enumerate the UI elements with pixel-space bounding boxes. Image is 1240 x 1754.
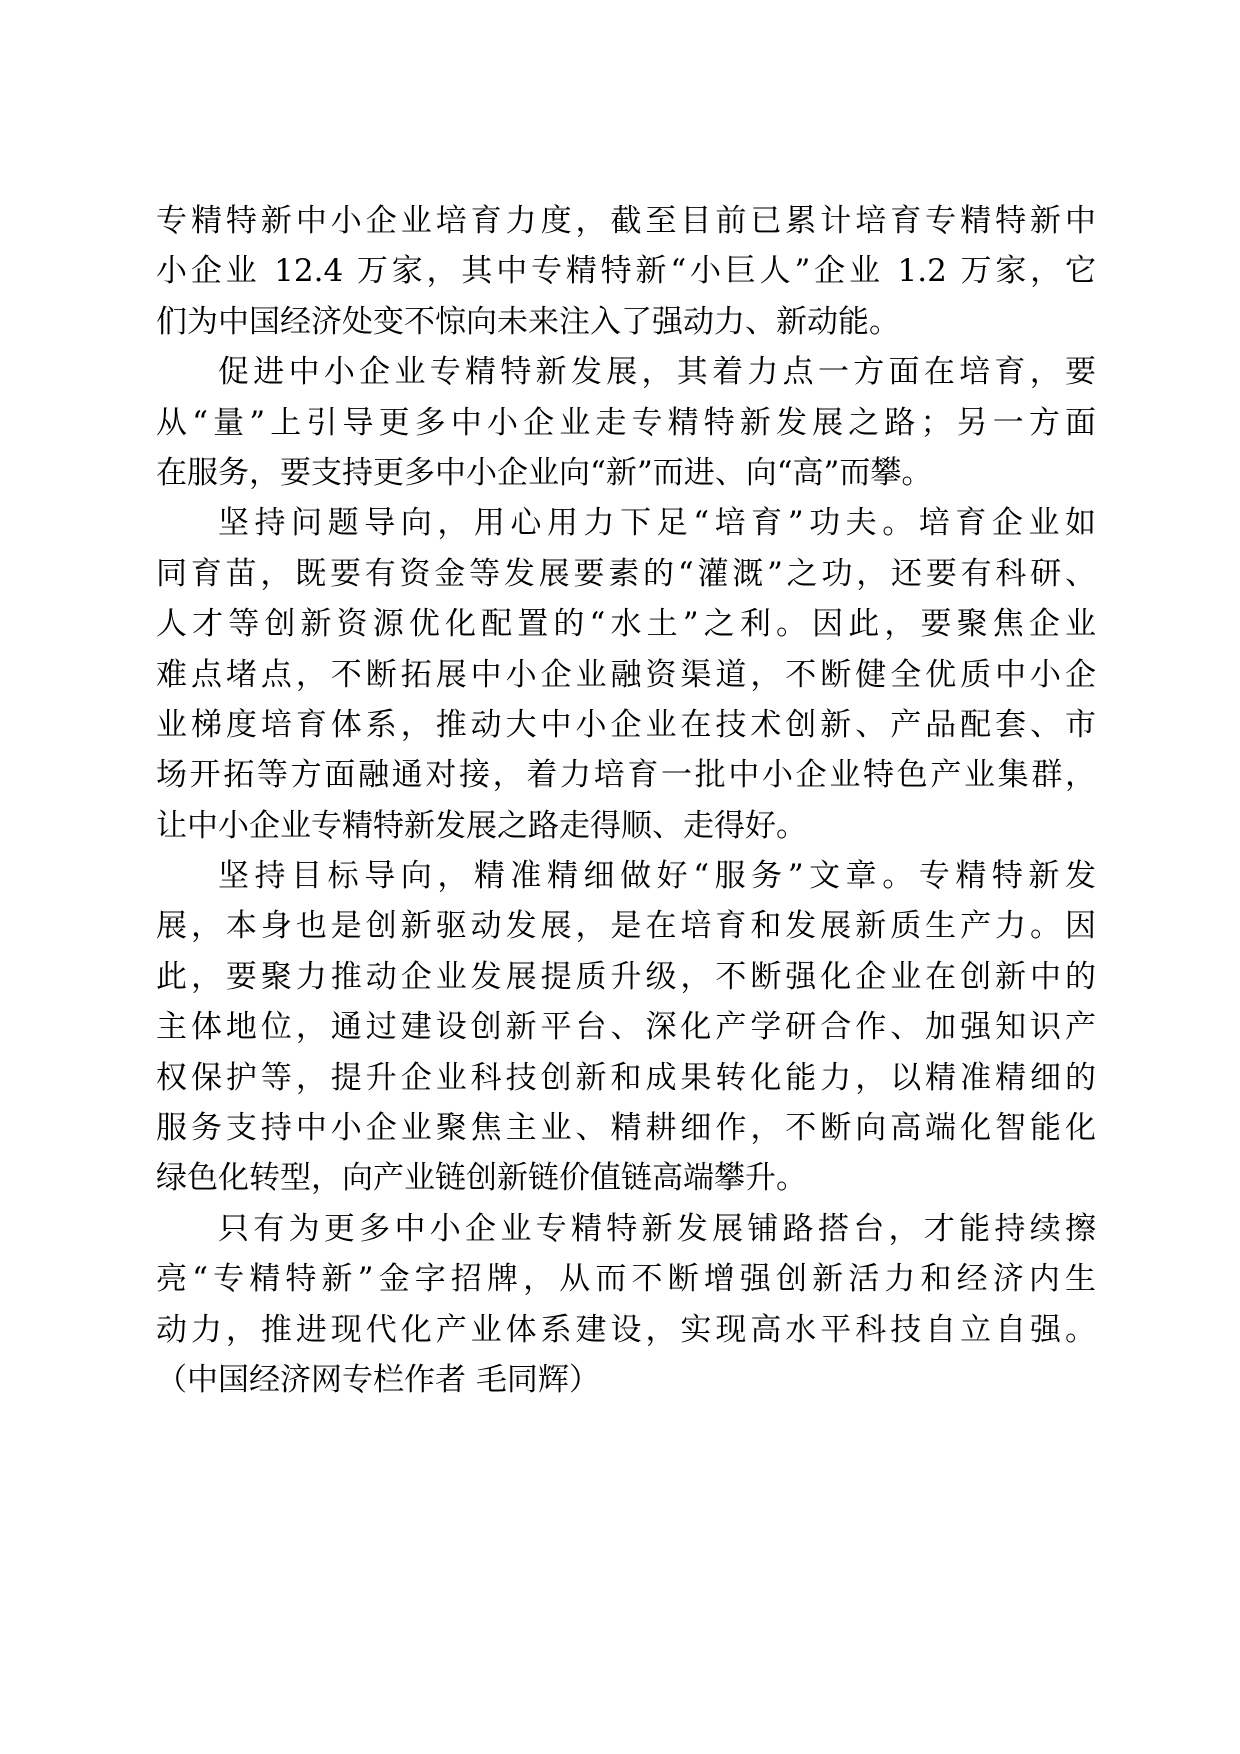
text-line: 同育苗，既要有资金等发展要素的“灌溉”之功，还要有科研、 bbox=[156, 555, 1096, 592]
text-line: （中国经济网专栏作者 毛同辉） bbox=[156, 1361, 600, 1398]
text-line: 服务支持中小企业聚焦主业、精耕细作，不断向高端化智能化 bbox=[156, 1110, 1096, 1147]
text-line: 主体地位，通过建设创新平台、深化产学研合作、加强知识产 bbox=[156, 1009, 1096, 1046]
text-line: 们为中国经济处变不惊向未来注入了强动力、新动能。 bbox=[156, 303, 900, 340]
text-line: 在服务，要支持更多中小企业向“新”而进、向“高”而攀。 bbox=[156, 454, 933, 491]
text-line: 只有为更多中小企业专精特新发展铺路搭台，才能持续擦 bbox=[218, 1210, 1096, 1247]
text-line: 坚持目标导向，精准精细做好“服务”文章。专精特新发 bbox=[218, 858, 1096, 895]
text-line: 难点堵点，不断拓展中小企业融资渠道，不断健全优质中小企 bbox=[156, 656, 1096, 693]
text-line: 权保护等，提升企业科技创新和成果转化能力，以精准精细的 bbox=[156, 1059, 1096, 1096]
text-line: 展，本身也是创新驱动发展，是在培育和发展新质生产力。因 bbox=[156, 908, 1096, 945]
text-line: 专精特新中小企业培育力度，截至目前已累计培育专精特新中 bbox=[156, 203, 1096, 239]
text-line: 业梯度培育体系，推动大中小企业在技术创新、产品配套、市 bbox=[156, 706, 1096, 743]
text-line: 从“量”上引导更多中小企业走专精特新发展之路；另一方面 bbox=[156, 404, 1096, 441]
text-line: 动力，推进现代化产业体系建设，实现高水平科技自立自强。 bbox=[156, 1311, 1096, 1348]
text-line: 小企业 12.4 万家，其中专精特新“小巨人”企业 1.2 万家，它 bbox=[156, 253, 1096, 290]
text-line: 场开拓等方面融通对接，着力培育一批中小企业特色产业集群， bbox=[156, 757, 1096, 794]
text-line: 人才等创新资源优化配置的“水土”之利。因此，要聚焦企业 bbox=[156, 606, 1096, 643]
article-body bbox=[156, 196, 1096, 1405]
text-line: 让中小企业专精特新发展之路走得顺、走得好。 bbox=[156, 807, 807, 844]
text-line: 坚持问题导向，用心用力下足“培育”功夫。培育企业如 bbox=[218, 505, 1096, 542]
text-line: 绿色化转型，向产业链创新链价值链高端攀升。 bbox=[156, 1160, 807, 1197]
text-line: 此，要聚力推动企业发展提质升级，不断强化企业在创新中的 bbox=[156, 958, 1096, 995]
text-line: 亮“专精特新”金字招牌，从而不断增强创新活力和经济内生 bbox=[156, 1261, 1096, 1298]
text-line: 促进中小企业专精特新发展，其着力点一方面在培育，要 bbox=[218, 354, 1096, 391]
